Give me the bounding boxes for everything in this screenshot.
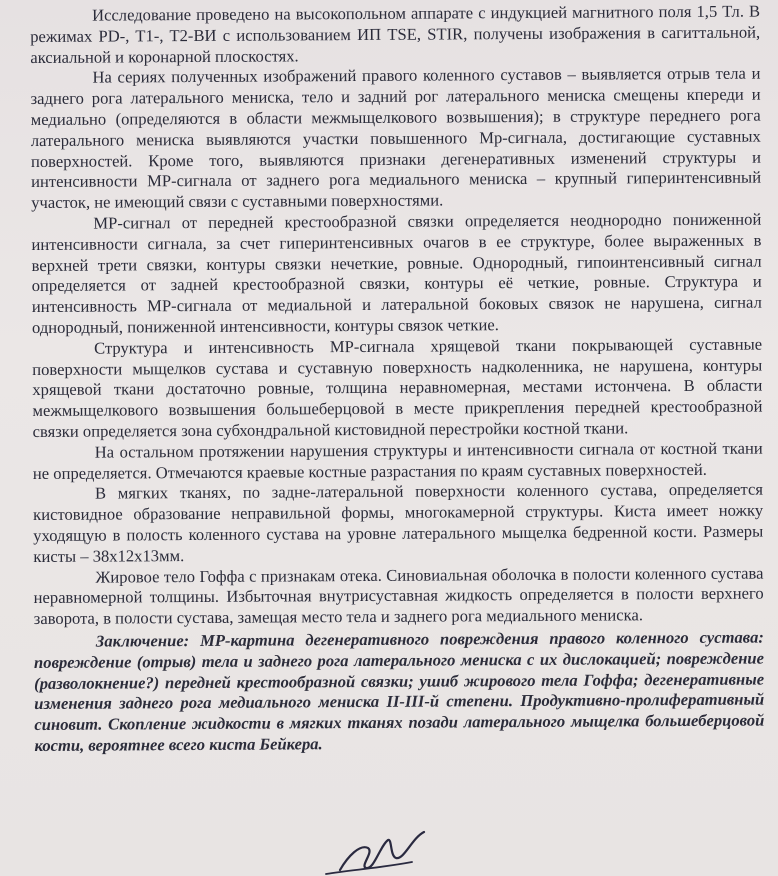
- conclusion-label: Заключение:: [95, 630, 190, 651]
- report-body: [30, 2, 765, 757]
- signature: [320, 826, 440, 876]
- paragraph-soft-tissue: В мягких тканях, по задне-латеральной поверхности коленного сустава, определяется кистовидное образование неправильной формы, многокамерной структуры. Киста имеет ножку уходящую в полость коленного сустава на уровне латерального мыщелка бедренной кости. Размеры кисты – 38х12х13мм.: [33, 479, 764, 566]
- paragraph-cartilage: Структура и интенсивность МР-сигнала хрящевой ткани покрывающей суставные поверхности мыщелков сустава и суставную поверхность надколенника, не нарушена, контуры хрящевой ткани достаточно ровные, толщина неравномерная, местами истончена. В области межмыщелкового возвышения большеберцовой в месте прикрепления передней крестообразной связки определяется зона субхондральной кистовидной перестройки костной ткани.: [32, 334, 763, 441]
- paragraph-technique: Исследование проведено на высокопольном аппарате с индукцией магнитного поля 1,5 Тл. В режимах PD-, T1-, T2-ВИ с использованием ИП TSE, STIR, получены изображения в сагиттальной, аксиальной и коронарной плоскостях.: [30, 1, 761, 67]
- paragraph-menisci: На сериях полученных изображений правого коленного суставов – выявляется отрыв тела и заднего рога латерального мениска, тело и задний рог латерального мениска смещены кпереди и медиально (определяются в области межмыщелкового возвышения); в структуре переднего рога латерального мениска выявляются участки повышенного Мр-сигнала, достигающие суставных поверхностей. Кроме того, выявляются признаки дегенеративных изменений структуры и интенсивности МР-сигнала от заднего рога медиального мениска – крупный гиперинтенсивный участок, не имеющий связи с суставными поверхностями.: [30, 63, 762, 213]
- paragraph-hoffa-synovium: Жировое тело Гоффа с признакам отека. Синовиальная оболочка в полости коленного сустава неравномерной толщины. Избыточная внутрисуставная жидкость определяется в полости верхнего заворота, в полости сустава, замещая место тела и заднего рога медиального мениска.: [33, 563, 764, 629]
- conclusion-text: МР-картина дегенеративного повреждения правого коленного сустава: повреждение (отрыв) тела и заднего рога латерального мениска с их дислокацией; повреждение (разволокнение?) передней крестообразной связки; ушиб жирового тела Гоффа; дегенеративные изменения заднего рога медиального мениска II-III-й степени. Продуктивно-пролиферативный синовит. Скопление жидкости в мягких тканях позади латерального мыщелка большеберцовой кости, вероятнее всего киста Бейкера.: [33, 627, 765, 755]
- paragraph-bone: На остальном протяжении нарушения структуры и интенсивности сигнала от костной ткани не определяется. Отмечаются краевые костные разрастания по краям суставных поверхностей.: [32, 438, 763, 483]
- paragraph-ligaments: МР-сигнал от передней крестообразной связки определяется неоднородно пониженной интенсивности сигнала, за счет гиперинтенсивных очагов в ее структуре, более выраженных в верхней трети связки, контуры связки нечеткие, ровные. Однородный, гипоинтенсивный сигнал определяется от задней крестообразной связки, контуры её четкие, ровные. Структура и интенсивность МР-сигнала от медиальной и латеральной боковых связок не нарушена, сигнал однородный, пониженной интенсивности, контуры связок четкие.: [31, 209, 762, 337]
- conclusion: [34, 627, 765, 756]
